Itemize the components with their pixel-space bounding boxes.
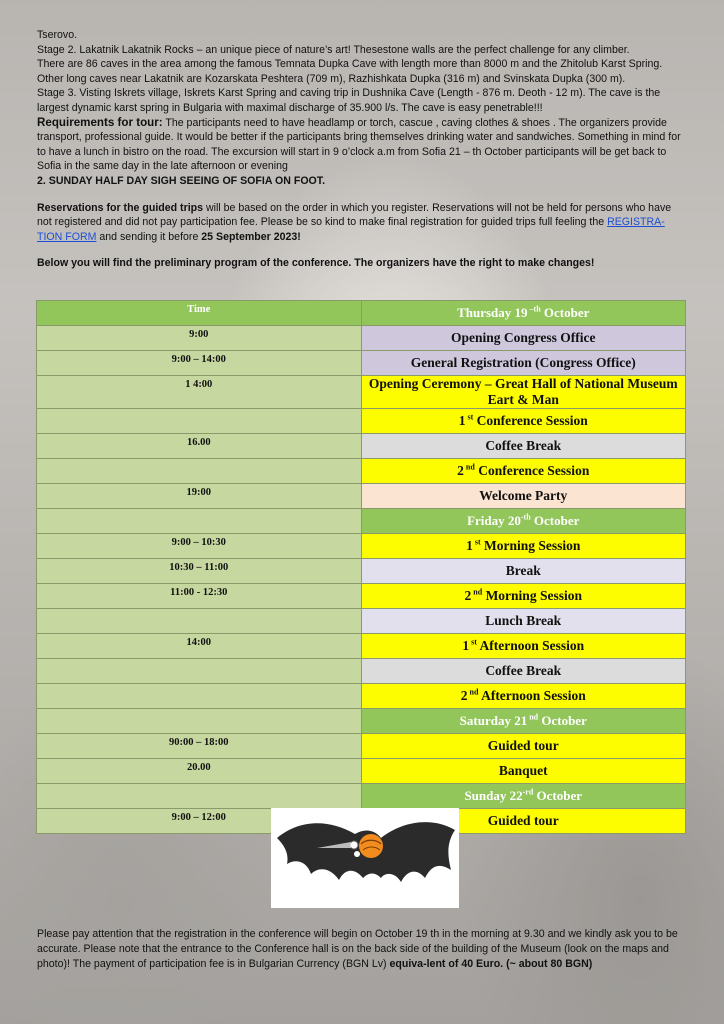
- reservations-paragraph: [37, 201, 687, 245]
- event-cell: 1 $^{st}$ Afternoon Session: [361, 634, 686, 659]
- time-header: Time: [37, 301, 362, 326]
- footer-bold: equiva-lent of 40 Euro. (~ about 80 BGN): [389, 958, 593, 971]
- event-cell: Break: [361, 559, 686, 584]
- time-cell: 10:30 – 11:00: [37, 559, 362, 584]
- time-cell: [37, 784, 362, 809]
- time-cell: 9:00: [37, 326, 362, 351]
- reservations-deadline: 25 September 2023!: [201, 230, 301, 243]
- sunday-line: 2. SUNDAY HALF DAY SIGH SEEING OF SOFIA ON FOOT.: [37, 174, 326, 187]
- program-note: Below you will find the preliminary program of the conference. The organizers have the right to make changes!: [37, 257, 595, 270]
- registration-form-link[interactable]: REGISTRA-TION FORM: [37, 216, 665, 243]
- event-cell: 1 $^{st}$ Morning Session: [361, 534, 686, 559]
- time-cell: 11:00 - 12:30: [37, 584, 362, 609]
- requirements-label: Requirements for tour:: [37, 115, 163, 129]
- event-cell: Banquet: [361, 759, 686, 784]
- time-cell: [37, 409, 362, 434]
- time-cell: 9:00 – 10:30: [37, 534, 362, 559]
- event-cell: Welcome Party: [361, 484, 686, 509]
- table-row: [37, 734, 686, 759]
- day-header-thursday: [37, 301, 686, 326]
- bat-icon: [271, 808, 459, 908]
- day-header-saturday: [37, 709, 686, 734]
- reservations-bold: Reservations for the guided trips: [37, 201, 203, 214]
- time-cell: [37, 659, 362, 684]
- event-cell: 2 $^{nd}$ Afternoon Session: [361, 684, 686, 709]
- table-row: [37, 684, 686, 709]
- table-row: [37, 584, 686, 609]
- day-label-thursday: Thursday 19 $^{-th}$ October: [361, 301, 686, 326]
- table-row: [37, 659, 686, 684]
- time-cell: 90:00 – 18:00: [37, 734, 362, 759]
- event-cell: 1 $^{st}$ Conference Session: [361, 409, 686, 434]
- time-cell: 1 4:00: [37, 376, 362, 409]
- event-cell: 2 $^{nd}$ Morning Session: [361, 584, 686, 609]
- table-row: [37, 634, 686, 659]
- day-header-friday: [37, 509, 686, 534]
- intro-stage2: Stage 2. Lakatnik Lakatnik Rocks – an unique piece of nature’s art! Thesestone walls are the perfect challenge for any climber.: [37, 43, 630, 56]
- reservations-text2: and sending it before: [96, 230, 202, 243]
- event-cell: 2 $^{nd}$ Conference Session: [361, 459, 686, 484]
- intro-caves: There are 86 caves in the area among the famous Temnata Dupka Cave with length more than 8000 m and the Zhitolub Karst Spring. Other long caves near Lakatnik are Kozarskata Peshtera (709 m), Razhishkata Dupka (316 m) and Svinskata Dupka (300 m).: [37, 58, 663, 85]
- event-cell: Lunch Break: [361, 609, 686, 634]
- time-cell: 16.00: [37, 434, 362, 459]
- table-row: [37, 376, 686, 409]
- intro-text: [37, 28, 687, 271]
- table-row: [37, 351, 686, 376]
- reservations-text1: will be based on the order in which you register. Reservations will not be held for persons who have not registered and did not pay participation fee. Please be so kind to make final registration for guided trips full feeling the: [37, 201, 672, 229]
- intro-tserovo: Tserovo.: [37, 29, 78, 41]
- event-cell: General Registration (Congress Office): [361, 351, 686, 376]
- table-row: [37, 409, 686, 434]
- intro-stage3: Stage 3. Visting Iskrets village, Iskrets Karst Spring and caving trip in Dushnika Cave (Length - 876 m. Deoth - 12 m). The cave is the largest dynamic karst spring in Bulgaria with maximal discharge of 35.900 l/s. The cave is easy penetrable!!!: [37, 87, 661, 114]
- table-row: [37, 609, 686, 634]
- table-row: [37, 326, 686, 351]
- day-label-saturday: Saturday 21 $^{nd}$ October: [361, 709, 686, 734]
- event-cell: Opening Congress Office: [361, 326, 686, 351]
- day-header-sunday: [37, 784, 686, 809]
- requirements-text: The participants need to have headlamp or torch, cascue , caving clothes & shoes . The organizers provide transport, professional guide. It would be better if the participants bring themselves drinking water and sandwiches. Something in mind for to have a lunch in bistro on the road. The excursion will start in 9 o’clock a.m from Sofia 21 – th October participants will be get back to Sofia in the same day in the late afternoon or evening: [37, 116, 681, 173]
- time-cell: [37, 609, 362, 634]
- time-cell: 9:00 – 12:00: [37, 809, 362, 834]
- table-row: [37, 484, 686, 509]
- event-cell: Coffee Break: [361, 659, 686, 684]
- footer-text: Please pay attention that the registration in the conference will begin on October 19 th in the morning at 9.30 and we kindly ask you to be accurate. Please note that the entrance to the Conference hall is on the back side of the building of the Museum (look on the maps and photo)! The payment of participation fee is in Bulgarian Currency (BGN Lv): [37, 928, 678, 971]
- time-cell: [37, 684, 362, 709]
- bat-logo: [271, 808, 459, 908]
- time-cell: 20.00: [37, 759, 362, 784]
- event-cell: Opening Ceremony – Great Hall of National Museum Eart & Man: [361, 376, 686, 409]
- time-cell: [37, 509, 362, 534]
- time-cell: [37, 459, 362, 484]
- event-cell: Coffee Break: [361, 434, 686, 459]
- time-cell: 19:00: [37, 484, 362, 509]
- table-row: [37, 459, 686, 484]
- event-cell: Guided tour: [361, 734, 686, 759]
- event-cell: Guided tour: [361, 809, 686, 834]
- time-cell: [37, 709, 362, 734]
- day-label-friday: Friday $20^{-th}$ October: [361, 509, 686, 534]
- program-table: [36, 300, 686, 834]
- requirements-paragraph: [37, 116, 687, 174]
- table-row: [37, 559, 686, 584]
- day-label-sunday: Sunday $22^{-rd}$ October: [361, 784, 686, 809]
- time-cell: 14:00: [37, 634, 362, 659]
- table-row: [37, 759, 686, 784]
- time-cell: 9:00 – 14:00: [37, 351, 362, 376]
- footer-note: [37, 927, 689, 973]
- table-row: [37, 534, 686, 559]
- table-row: [37, 434, 686, 459]
